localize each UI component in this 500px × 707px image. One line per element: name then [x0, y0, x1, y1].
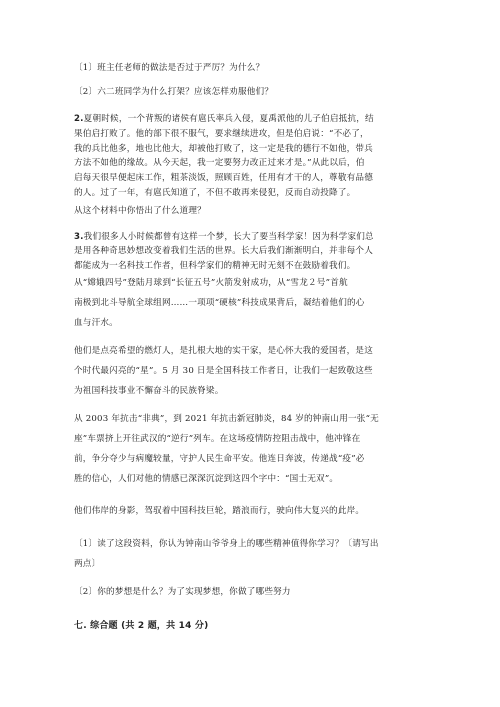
q2-line-6: 的人。过了一年，有扈氏知道了，不但不敢再来侵犯，反而自动投降了。: [74, 188, 356, 198]
q2-line-4: 方法不如他的缘故。从今天起，我一定要努力改正过来才是。”从此以后，伯: [74, 158, 365, 168]
q3-para2-line-2: 个时代最闪亮的“星”。5 月 30 日是全国科技工作者日，让我们一起致敬这些: [74, 366, 373, 376]
q3-para3-line-2: 座”车票挤上开往武汉的“逆行”列车。在这场疫情防控阻击战中，他冲锋在: [74, 434, 361, 444]
q3-para1-line-2: 南极到北斗导航全球组网……一项项“硬核”科技成果背后，凝结着他们的心: [74, 298, 365, 308]
q2-line-3: 我的兵比他多，地也比他大，却被他打败了，这一定是我的德行不如他，带兵: [74, 144, 373, 154]
q3-intro-line-2: 是用各种奇思妙想改变着我们生活的世界。长大后我们渐渐明白，并非每个人: [74, 246, 373, 256]
q3-para2-line-3: 为祖国科技事业不懈奋斗的民族脊梁。: [74, 386, 224, 396]
q3-subquestion-1-line-1: 〔1〕读了这段资料，你认为钟南山爷爷身上的哪些精神值得你学习？〔请写出: [74, 539, 379, 549]
q3-para4: 他们伟岸的身影，驾驭着中国科技巨轮，踏浪而行，驶向伟大复兴的此岸。: [74, 506, 365, 516]
q3-intro-line-1: 3.我们很多人小时候都曾有这样一个梦，长大了要当科学家！因为科学家们总: [74, 232, 374, 242]
q3-para3-line-3: 前，争分夺少与病魔较量，守护人民生命平安。他连日奔波，传递战“疫”必: [74, 454, 365, 464]
q2-line-5: 启每天很早便起床工作，粗茶淡饭，照顾百姓，任用有才干的人，尊敬有品德: [74, 173, 373, 183]
q3-intro-line-3: 都能成为一名科技工作者，但科学家们的精神无时无刻不在鼓励着我们。: [74, 261, 356, 271]
q2-line-2: 果伯启打败了。他的部下很不服气，要求继续进攻，但是伯启说：“不必了，: [74, 129, 369, 139]
q3-para3-line-1: 从 2003 年抗击“非典”，到 2021 年抗击新冠肺炎，84 岁的钟南山用一张“无: [74, 414, 379, 424]
q3-subquestion-2: 〔2〕你的梦想是什么？为了实现梦想，你做了哪些努力: [74, 587, 291, 597]
q2-line-1: 2.夏朝时候，一个背叛的诸侯有扈氏率兵入侵，夏禹派他的儿子伯启抵抗，结: [74, 114, 374, 124]
q3-para1-line-3: 血与汗水。: [74, 318, 118, 328]
q2-question: 从这个材料中你悟出了什么道理？: [74, 206, 206, 216]
q2-number: 2.: [74, 114, 84, 124]
q3-para2-line-1: 他们是点亮希望的燃灯人，是扎根大地的实干家，是心怀大我的爱国者，是这: [74, 346, 373, 356]
q1-subquestion-2: 〔2〕六二班同学为什么打架？应该怎样劝服他们？: [74, 87, 274, 97]
q3-para3-line-4: 胜的信心，人们对他的情感已深深沉淀到这四个字中：“国士无双”。: [74, 474, 339, 484]
q1-subquestion-1: 〔1〕班主任老师的做法是否过于严厉？为什么？: [74, 63, 265, 73]
q3-subquestion-1-line-2: 两点〕: [74, 559, 101, 569]
q3-number: 3.: [74, 232, 84, 242]
section-7-heading: 七. 综合题 (共 2 题，共 14 分): [74, 621, 209, 631]
q3-para1-line-1: 从“嫦娥四号”登陆月球到“长征五号”火箭发射成功，从“雪龙２号”首航: [74, 278, 348, 288]
